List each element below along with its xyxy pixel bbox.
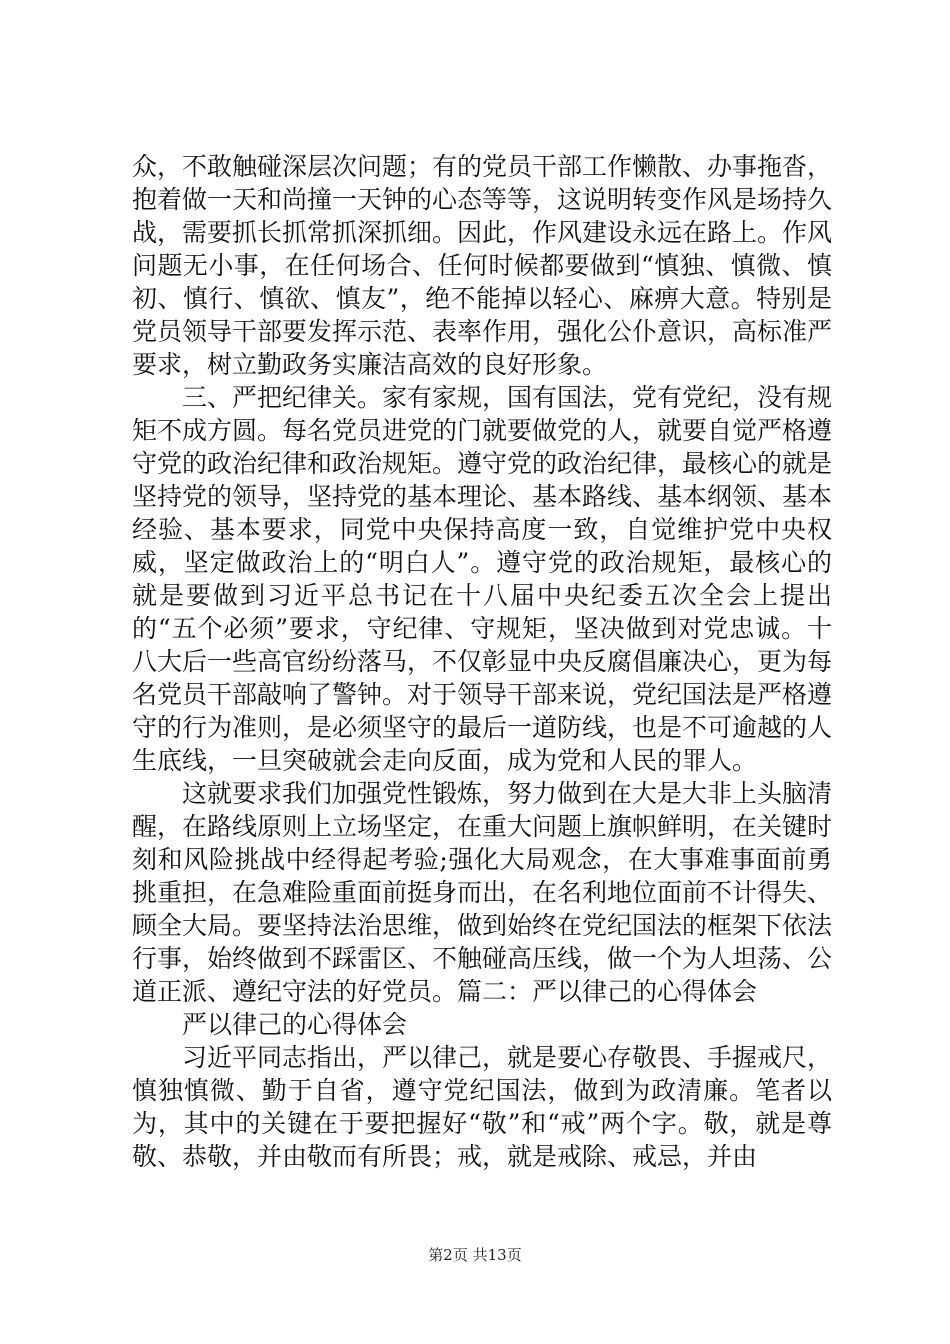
paragraph-work-style: 众，不敢触碰深层次问题；有的党员干部工作懒散、办事拖沓，抱着做一天和尚撞一天钟的心态等等，这说明转变作风是场持久战，需要抓长抓常抓深抓细。因此，作风建设永远在路上。作风问题无小事，在任何场合、任何时候都要做到“慎独、慎微、慎初、慎行、慎欲、慎友”，绝不能掉以轻心、麻痹大意。特别是党员领导干部要发挥示范、表率作用，强化公仆意识，高标准严要求，树立勤政务实廉洁高效的良好形象。 [132, 152, 833, 379]
paragraph-self-discipline: 习近平同志指出，严以律己，就是要心存敬畏、手握戒尺，慎独慎微、勤于自省，遵守党纪国法，做到为政清廉。笔者以为，其中的关键在于要把握好“敬”和“戒”两个字。敬，就是尊敬、恭敬，并由敬而有所畏；戒，就是戒除、戒忌，并由 [132, 1043, 833, 1171]
document-body [132, 150, 832, 1173]
paragraph-party-spirit: 这就要求我们加强党性锻炼，努力做到在大是大非上头脑清醒，在路线原则上立场坚定，在重大问题上旗帜鲜明，在关键时刻和风险挑战中经得起考验;强化大局观念，在大事难事面前勇挑重担，在急难险重面前挺身而出，在名利地位面前不计得失、顾全大局。要坚持法治思维，做到始终在党纪国法的框架下依法行事，始终做到不踩雷区、不触碰高压线，做一个为人坦荡、公道正派、遵纪守法的好党员。篇二：严以律己的心得体会 [132, 779, 833, 1006]
page-footer: 第2页 共13页 [428, 1246, 522, 1264]
paragraph-discipline: 三、严把纪律关。家有家规，国有国法，党有党纪，没有规矩不成方圆。每名党员进党的门就要做党的人，就要自觉严格遵守党的政治纪律和政治规矩。遵守党的政治纪律，最核心的就是坚持党的领导，坚持党的基本理论、基本路线、基本纲领、基本经验、基本要求，同党中央保持高度一致，自觉维护党中央权威，坚定做政治上的“明白人”。遵守党的政治规矩，最核心的就是要做到习近平总书记在十八届中央纪委五次全会上提出的“五个必须”要求，守纪律、守规矩，坚决做到对党忠诚。十八大后一些高官纷纷落马，不仅彰显中央反腐倡廉决心，更为每名党员干部敲响了警钟。对于领导干部来说，党纪国法是严格遵守的行为准则，是必须坚守的最后一道防线，也是不可逾越的人生底线，一旦突破就会走向反面，成为党和人民的罪人。 [132, 383, 833, 775]
section-heading: 严以律己的心得体会 [182, 1010, 408, 1039]
